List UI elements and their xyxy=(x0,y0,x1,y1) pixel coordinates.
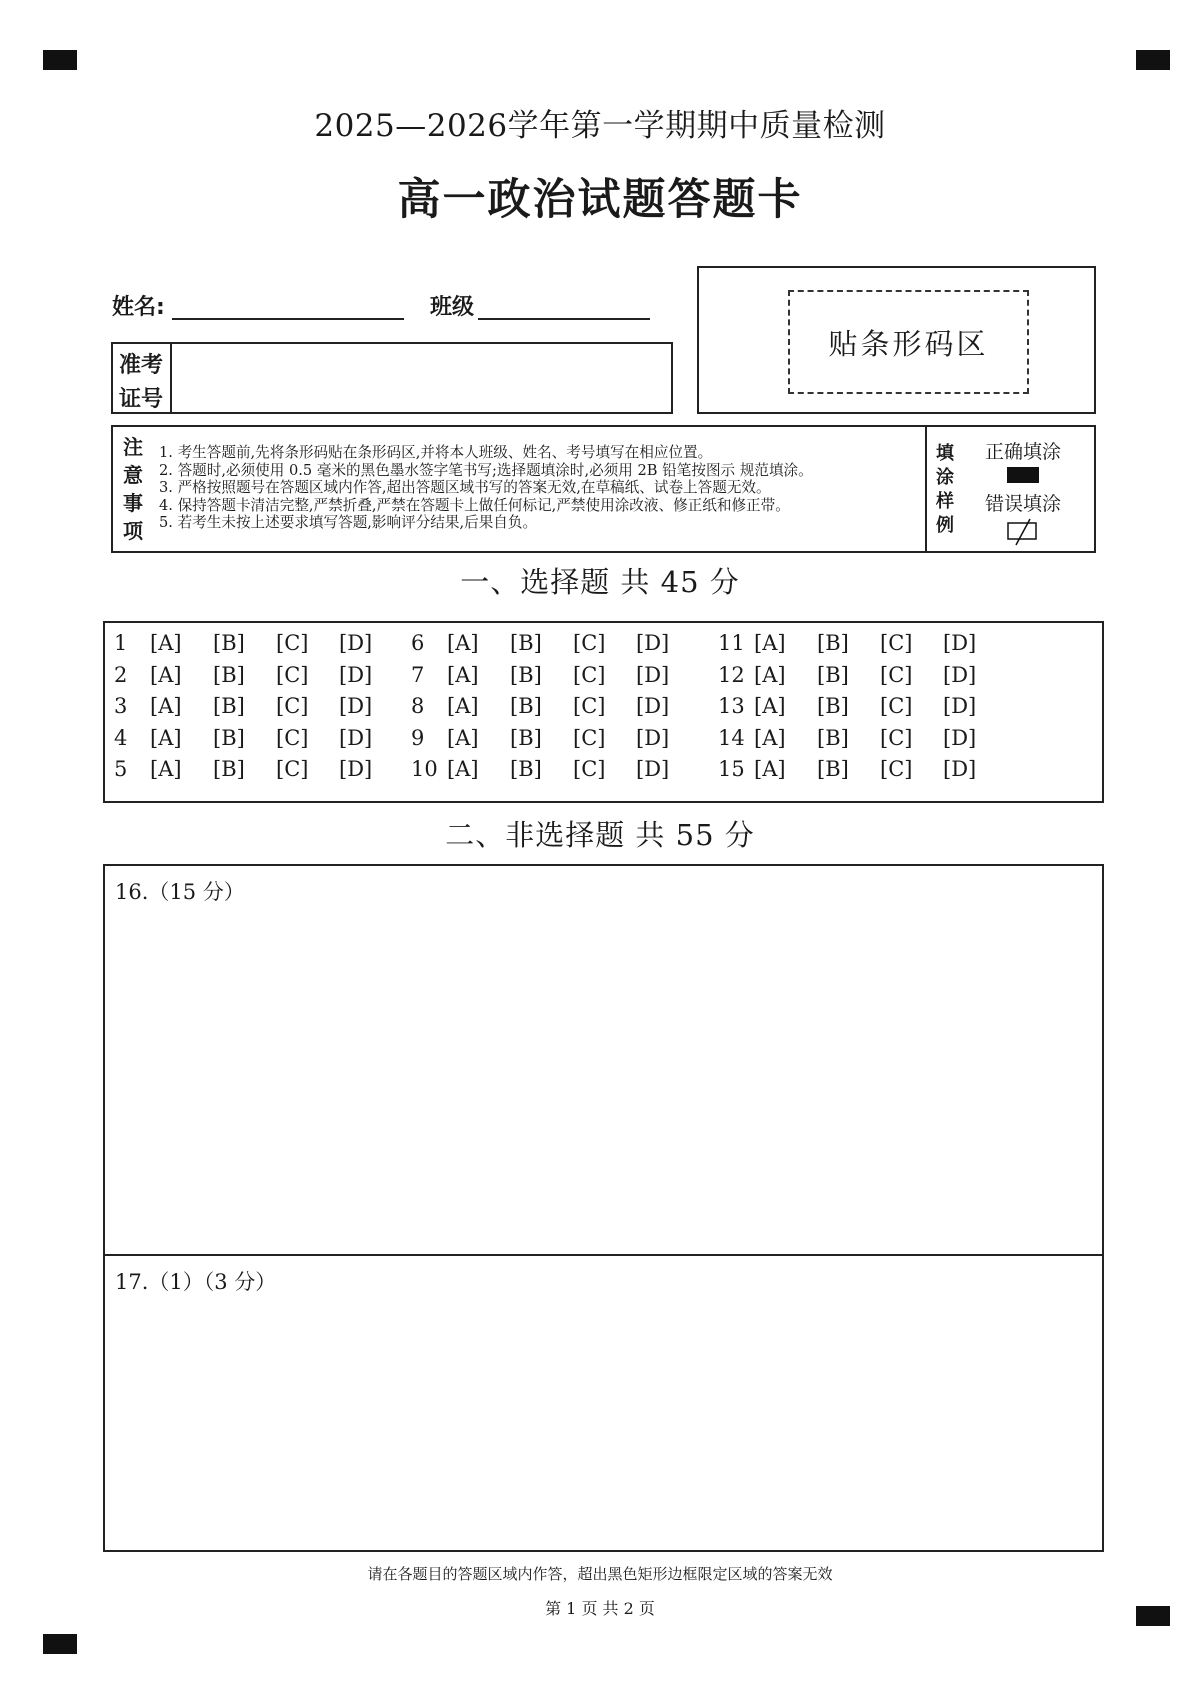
mc-option-bubble[interactable]: [B] xyxy=(213,662,245,687)
mc-option-bubble[interactable]: [C] xyxy=(573,631,606,655)
notes-side-char: 意 xyxy=(123,463,143,487)
mc-option-bubble[interactable]: [B] xyxy=(510,694,542,718)
mc-option-bubble[interactable]: [C] xyxy=(880,725,913,750)
barcode-label: 贴条形码区 xyxy=(828,326,989,361)
mc-option-bubble[interactable]: [A] xyxy=(150,725,182,750)
mc-question-number: 13 xyxy=(718,694,745,718)
class-label: 班级 xyxy=(430,295,475,320)
class-field[interactable] xyxy=(478,292,650,320)
q17-label: 17.（1）（3 分） xyxy=(115,1270,277,1294)
q16-label: 16.（15 分） xyxy=(115,880,245,904)
mc-option-bubble[interactable]: [D] xyxy=(339,725,373,750)
mc-option-bubble[interactable]: [C] xyxy=(880,631,913,655)
mc-option-bubble[interactable]: [A] xyxy=(150,694,182,718)
mc-question-number: 12 xyxy=(718,662,745,687)
answer-area-q17[interactable] xyxy=(103,1254,1104,1552)
mc-option-bubble[interactable]: [A] xyxy=(754,662,786,687)
mc-option-bubble[interactable]: [B] xyxy=(510,662,542,687)
mc-option-bubble[interactable]: [A] xyxy=(447,662,479,687)
note-item: 3. 严格按照题号在答题区域内作答,超出答题区域书写的答案无效,在草稿纸、试卷上答题无效。 xyxy=(159,479,771,496)
mc-question-number: 1 xyxy=(114,631,128,655)
mc-option-bubble[interactable]: [B] xyxy=(213,694,245,718)
mc-option-bubble[interactable]: [A] xyxy=(447,725,479,750)
mc-option-bubble[interactable]: [D] xyxy=(943,662,977,687)
mc-option-bubble[interactable]: [A] xyxy=(754,725,786,750)
note-item: 1. 考生答题前,先将条形码贴在条形码区,并将本人班级、姓名、考号填写在相应位置。 xyxy=(159,444,713,461)
mc-option-bubble[interactable]: [A] xyxy=(447,694,479,718)
page-number: 第 1 页 共 2 页 xyxy=(545,1599,655,1618)
footer-note: 请在各题目的答题区域内作答，超出黑色矩形边框限定区域的答案无效 xyxy=(367,1565,833,1583)
mc-option-bubble[interactable]: [A] xyxy=(150,757,182,781)
mc-option-bubble[interactable]: [D] xyxy=(339,631,373,655)
section2-title: 二、非选择题 共 55 分 xyxy=(445,818,755,852)
notes-side-char: 注 xyxy=(123,435,143,459)
mc-option-bubble[interactable]: [C] xyxy=(573,662,606,687)
mc-option-bubble[interactable]: [C] xyxy=(276,725,309,750)
mc-option-bubble[interactable]: [B] xyxy=(817,694,849,718)
mc-question-number: 7 xyxy=(411,662,425,687)
notes-side-char: 项 xyxy=(123,519,143,543)
mc-option-bubble[interactable]: [C] xyxy=(880,662,913,687)
mc-option-bubble[interactable]: [D] xyxy=(943,757,977,781)
mc-question-number: 11 xyxy=(718,631,745,655)
name-label: 姓名: xyxy=(112,295,165,320)
mc-option-bubble[interactable]: [A] xyxy=(754,694,786,718)
mc-option-bubble[interactable]: [C] xyxy=(276,757,309,781)
mc-option-bubble[interactable]: [B] xyxy=(817,631,849,655)
mc-option-bubble[interactable]: [C] xyxy=(276,662,309,687)
mc-question-number: 10 xyxy=(411,757,438,781)
exam-id-label-line1: 准考 xyxy=(119,353,164,378)
fill-example-label xyxy=(934,442,956,538)
barcode-area xyxy=(788,290,1029,394)
mc-option-bubble[interactable]: [D] xyxy=(943,694,977,718)
answer-area-q16[interactable] xyxy=(103,864,1104,1256)
section1-title: 一、选择题 共 45 分 xyxy=(460,565,740,599)
mc-option-bubble[interactable]: [D] xyxy=(339,694,373,718)
mc-question-number: 6 xyxy=(411,631,425,655)
mc-option-bubble[interactable]: [B] xyxy=(510,631,542,655)
mc-option-bubble[interactable]: [D] xyxy=(636,757,670,781)
mc-option-bubble[interactable]: [D] xyxy=(636,694,670,718)
barcode-box xyxy=(697,266,1096,414)
wrong-fill-sample xyxy=(1004,517,1042,547)
note-item: 5. 若考生未按上述要求填写答题,影响评分结果,后果自负。 xyxy=(159,514,538,531)
wrong-fill-label: 错误填涂 xyxy=(985,493,1062,515)
mc-option-bubble[interactable]: [C] xyxy=(880,757,913,781)
note-item: 4. 保持答题卡清洁完整,严禁折叠,严禁在答题卡上做任何标记,严禁使用涂改液、修正纸和修正带。 xyxy=(159,496,790,514)
mc-question-number: 8 xyxy=(411,694,425,718)
note-item: 2. 答题时,必须使用 0.5 毫米的黑色墨水签字笔书写;选择题填涂时,必须用 2B 铅笔按图示 规范填涂。 xyxy=(159,461,813,479)
registration-mark-top-left xyxy=(43,50,77,70)
mc-option-bubble[interactable]: [A] xyxy=(754,757,786,781)
correct-fill-label: 正确填涂 xyxy=(985,441,1062,463)
notes-side-char: 事 xyxy=(123,491,143,515)
fill-label-char: 例 xyxy=(936,515,954,536)
mc-option-bubble[interactable]: [B] xyxy=(510,725,542,750)
mc-option-bubble[interactable]: [B] xyxy=(213,725,245,750)
correct-fill-sample xyxy=(1007,467,1039,483)
exam-id-label-cell xyxy=(113,344,172,412)
mc-option-bubble[interactable]: [C] xyxy=(880,694,913,718)
fill-label-char: 涂 xyxy=(936,467,954,488)
mc-question-number: 2 xyxy=(114,662,128,687)
notes-box xyxy=(111,425,1096,553)
mc-option-bubble[interactable]: [A] xyxy=(754,631,786,655)
mc-option-bubble[interactable]: [C] xyxy=(573,694,606,718)
mc-option-bubble[interactable]: [B] xyxy=(213,631,245,655)
exam-id-field[interactable] xyxy=(172,344,671,412)
name-field[interactable] xyxy=(172,292,404,320)
mc-option-bubble[interactable]: [B] xyxy=(817,725,849,750)
mc-option-bubble[interactable]: [C] xyxy=(276,631,309,655)
mc-option-bubble[interactable]: [C] xyxy=(276,694,309,718)
fill-label-char: 填 xyxy=(936,443,954,464)
mc-option-bubble[interactable]: [A] xyxy=(150,662,182,687)
notes-side-label xyxy=(122,436,144,548)
mc-option-bubble[interactable]: [B] xyxy=(213,757,245,781)
fill-label-char: 样 xyxy=(936,491,954,512)
mc-option-bubble[interactable]: [D] xyxy=(339,662,373,687)
mc-option-bubble[interactable]: [D] xyxy=(339,757,373,781)
mc-option-bubble[interactable]: [D] xyxy=(943,631,977,655)
mc-option-bubble[interactable]: [D] xyxy=(943,725,977,750)
mc-option-bubble[interactable]: [C] xyxy=(573,725,606,750)
mc-option-bubble[interactable]: [B] xyxy=(817,757,849,781)
mc-option-bubble[interactable]: [D] xyxy=(636,662,670,687)
mc-option-bubble[interactable]: [A] xyxy=(447,757,479,781)
mc-option-bubble[interactable]: [B] xyxy=(510,757,542,781)
registration-mark-top-right xyxy=(1136,50,1170,70)
mc-question-number: 9 xyxy=(411,725,425,750)
exam-id-label-line2: 证号 xyxy=(119,387,164,412)
mc-option-bubble[interactable]: [D] xyxy=(636,631,670,655)
mc-option-bubble[interactable]: [A] xyxy=(447,631,479,655)
mc-option-bubble[interactable]: [A] xyxy=(150,631,182,655)
mc-question-number: 15 xyxy=(718,757,745,781)
registration-mark-bottom-left xyxy=(43,1634,77,1654)
page-title: 高一政治试题答题卡 xyxy=(397,175,803,225)
notes-list xyxy=(159,444,1039,532)
fill-example-divider xyxy=(925,427,927,551)
mc-question-number: 14 xyxy=(718,725,745,750)
exam-id-box xyxy=(111,342,673,414)
mc-question-number: 4 xyxy=(114,725,128,750)
mc-option-bubble[interactable]: [D] xyxy=(636,725,670,750)
mc-option-bubble[interactable]: [B] xyxy=(817,662,849,687)
mc-question-number: 3 xyxy=(114,694,128,718)
mc-option-bubble[interactable]: [C] xyxy=(573,757,606,781)
exam-subtitle: 2025—2026学年第一学期期中质量检测 xyxy=(314,108,886,144)
mc-question-number: 5 xyxy=(114,757,128,781)
